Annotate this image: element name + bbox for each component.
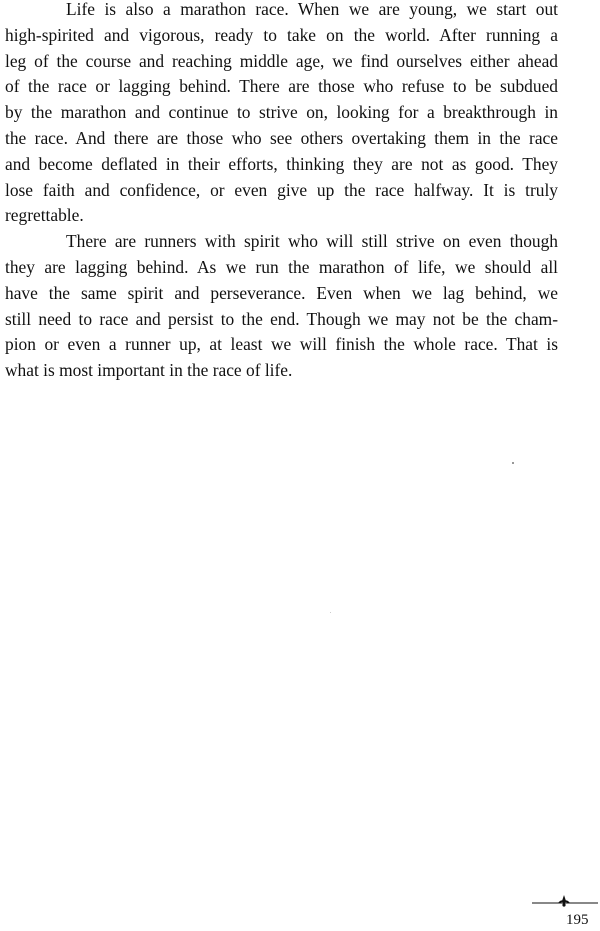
text-line: high-spirited and vigorous, ready to take on the world. After running a	[5, 24, 558, 45]
body-text	[5, 0, 558, 384]
fleuron-divider-icon	[530, 893, 600, 909]
text-line: leg of the course and reaching middle age, we find ourselves either ahead	[5, 50, 558, 71]
paragraph-2	[5, 229, 558, 384]
text-line: regrettable.	[5, 205, 84, 226]
text-line: pion or even a runner up, at least we will finish the whole race. That is	[5, 334, 558, 355]
text-line: There are runners with spirit who will still strive on even though	[66, 231, 558, 252]
text-line: what is most important in the race of life.	[5, 360, 293, 381]
page-number: 195	[566, 912, 589, 928]
text-line: still need to race and persist to the end. Though we may not be the cham-	[5, 308, 558, 329]
scan-speck	[512, 462, 514, 464]
text-line: of the race or lagging behind. There are those who refuse to be subdued	[5, 76, 558, 97]
text-line: have the same spirit and perseverance. Even when we lag behind, we	[5, 282, 558, 303]
text-line: and become deflated in their efforts, thinking they are not as good. They	[5, 153, 558, 174]
scan-speck	[330, 612, 331, 613]
text-line: Life is also a marathon race. When we are young, we start out	[66, 0, 558, 19]
text-line: by the marathon and continue to strive on, looking for a breakthrough in	[5, 102, 558, 123]
text-line: the race. And there are those who see others overtaking them in the race	[5, 127, 558, 148]
text-line: lose faith and confidence, or even give up the race halfway. It is truly	[5, 179, 558, 200]
text-line: they are lagging behind. As we run the marathon of life, we should all	[5, 256, 558, 277]
paragraph-1	[5, 0, 558, 229]
